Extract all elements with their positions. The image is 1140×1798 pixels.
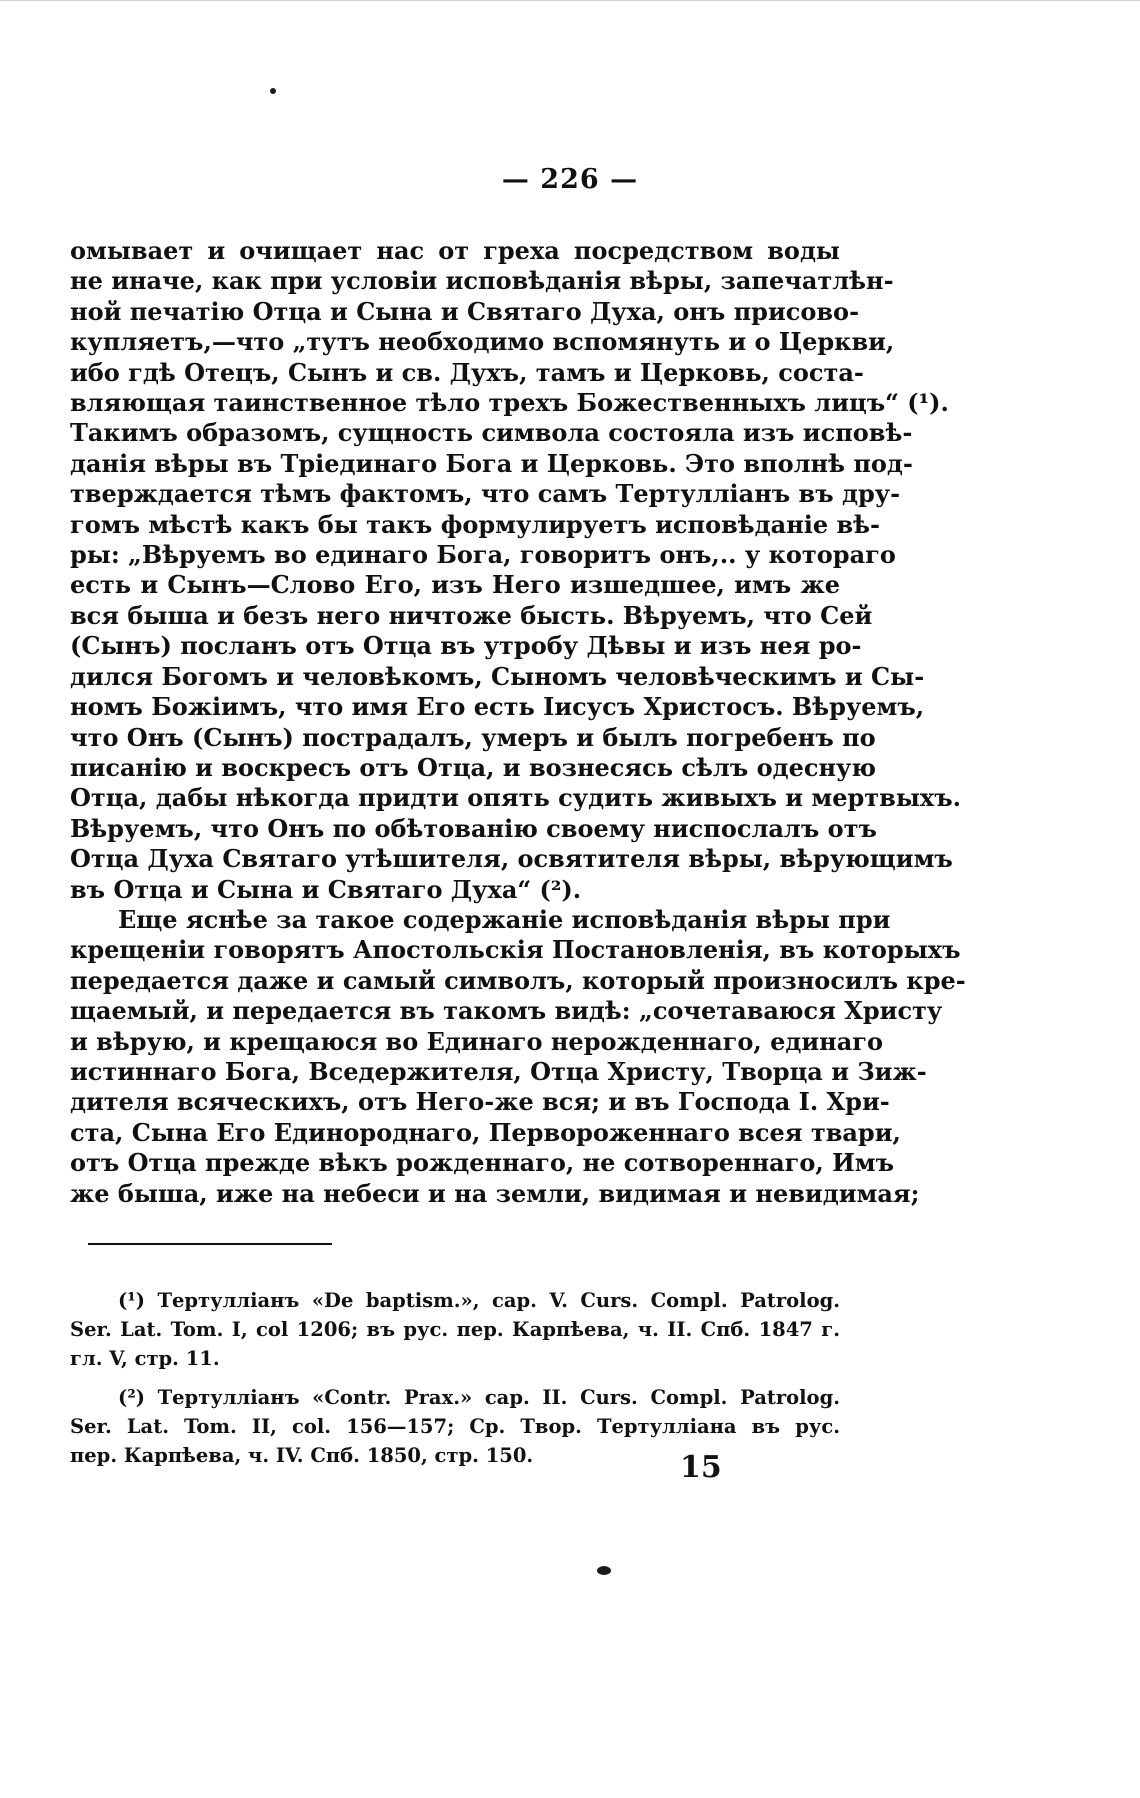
body-line: что Онъ (Сынъ) пострадалъ, умеръ и былъ погребенъ по [70, 722, 876, 752]
body-line: крещеніи говорятъ Апостольскія Постановленія, въ которыхъ [70, 935, 961, 965]
body-line: ста, Сына Его Единороднаго, Первороженнаго всея твари, [70, 1117, 901, 1147]
body-line: тверждается тѣмъ фактомъ, что самъ Тертулліанъ въ дру- [70, 479, 901, 509]
body-line: номъ Божіимъ, что имя Его есть Іисусъ Христосъ. Вѣруемъ, [70, 692, 925, 722]
scan-top-edge [0, 0, 1140, 7]
body-line: ибо гдѣ Отецъ, Сынъ и св. Духъ, тамъ и Церковь, соста- [70, 357, 864, 387]
body-line: не иначе, как при условіи исповѣданія вѣры, запечатлѣн- [70, 266, 894, 296]
body-line: ры: „Вѣруемъ во единаго Бога, говоритъ онъ,.. у котораго [70, 540, 896, 570]
body-line: же быша, иже на небеси и на земли, видимая и невидимая; [70, 1178, 920, 1208]
body-line: омывает и очищает нас от греха посредством воды [70, 236, 840, 265]
body-line: щаемый, и передается въ такомъ видѣ: „сочетаваюся Христу [70, 996, 943, 1026]
body-line: передается даже и самый символъ, который произносилъ кре- [70, 965, 966, 995]
page-number: — 226 — [501, 164, 639, 195]
body-line: писанію и воскресъ отъ Отца, и вознесясь сѣлъ одесную [70, 752, 877, 782]
body-line: данія вѣры въ Тріединаго Бога и Церковь. Это вполнѣ под- [70, 448, 913, 478]
footnote-line: Ser. Lat. Tom. I, col 1206; въ рус. пер. Карпѣева, ч. II. Спб. 1847 г. [70, 1318, 840, 1341]
footnotes [70, 1286, 840, 1470]
signature-mark: 15 [680, 1450, 722, 1485]
footnote-divider [88, 1243, 332, 1245]
body-line: Отца, дабы нѣкогда придти опять судить живыхъ и мертвыхъ. [70, 783, 961, 813]
body-line: (Сынъ) посланъ отъ Отца въ утробу Дѣвы и изъ нея ро- [70, 631, 862, 661]
body-line: истиннаго Бога, Вседержителя, Отца Христу, Творца и Зиж- [70, 1056, 927, 1086]
body-line: ной печатію Отца и Сына и Святаго Духа, онъ присово- [70, 296, 860, 326]
body-line: есть и Сынъ—Слово Его, изъ Него изшедшее, имъ же [70, 570, 840, 600]
footnote-line: (¹) Тертулліанъ «De baptism.», cap. V. Curs. Compl. Patrolog. [118, 1289, 840, 1312]
body-line: отъ Отца прежде вѣкъ рожденнаго, не сотвореннаго, Имъ [70, 1148, 895, 1178]
footnote-line: Ser. Lat. Tom. II, col. 156—157; Ср. Твор. Тертулліана въ рус. [70, 1415, 840, 1438]
body-line: Вѣруемъ, что Онъ по обѣтованію своему ниспослалъ отъ [70, 813, 877, 843]
scan-speck [597, 1566, 611, 1575]
body-line: дителя всяческихъ, отъ Него-же вся; и въ Господа І. Хри- [70, 1087, 890, 1117]
body-line: вся быша и безъ него ничтоже бысть. Вѣруемъ, что Сей [70, 600, 873, 630]
footnote-line: пер. Карпѣева, ч. IV. Спб. 1850, стр. 150. [70, 1444, 534, 1467]
body-line: купляетъ,—что „тутъ необходимо вспомянуть и о Церкви, [70, 327, 895, 357]
body-line: гомъ мѣстѣ какъ бы такъ формулируетъ исповѣданіе вѣ- [70, 509, 881, 539]
body-line: дился Богомъ и человѣкомъ, Сыномъ человѣческимъ и Сы- [70, 661, 925, 691]
scan-speck [270, 88, 276, 94]
body-line: въ Отца и Сына и Святаго Духа“ (²). [70, 874, 582, 904]
body-line: вляющая таинственное тѣло трехъ Божественныхъ лицъ“ (¹). [70, 388, 949, 418]
body-line: и вѣрую, и крещаюся во Единаго нерожденнаго, единаго [70, 1026, 883, 1056]
body-text [70, 236, 966, 1209]
body-line: Отца Духа Святаго утѣшителя, освятителя вѣры, вѣрующимъ [70, 844, 953, 874]
footnote-line: (²) Тертулліанъ «Contr. Prax.» cap. II. Curs. Compl. Patrolog. [118, 1386, 840, 1409]
body-line: Такимъ образомъ, сущность символа состояла изъ исповѣ- [70, 418, 913, 448]
footnote-line: гл. V, стр. 11. [70, 1347, 220, 1370]
body-line: Еще яснѣе за такое содержаніе исповѣданія вѣры при [118, 904, 891, 934]
